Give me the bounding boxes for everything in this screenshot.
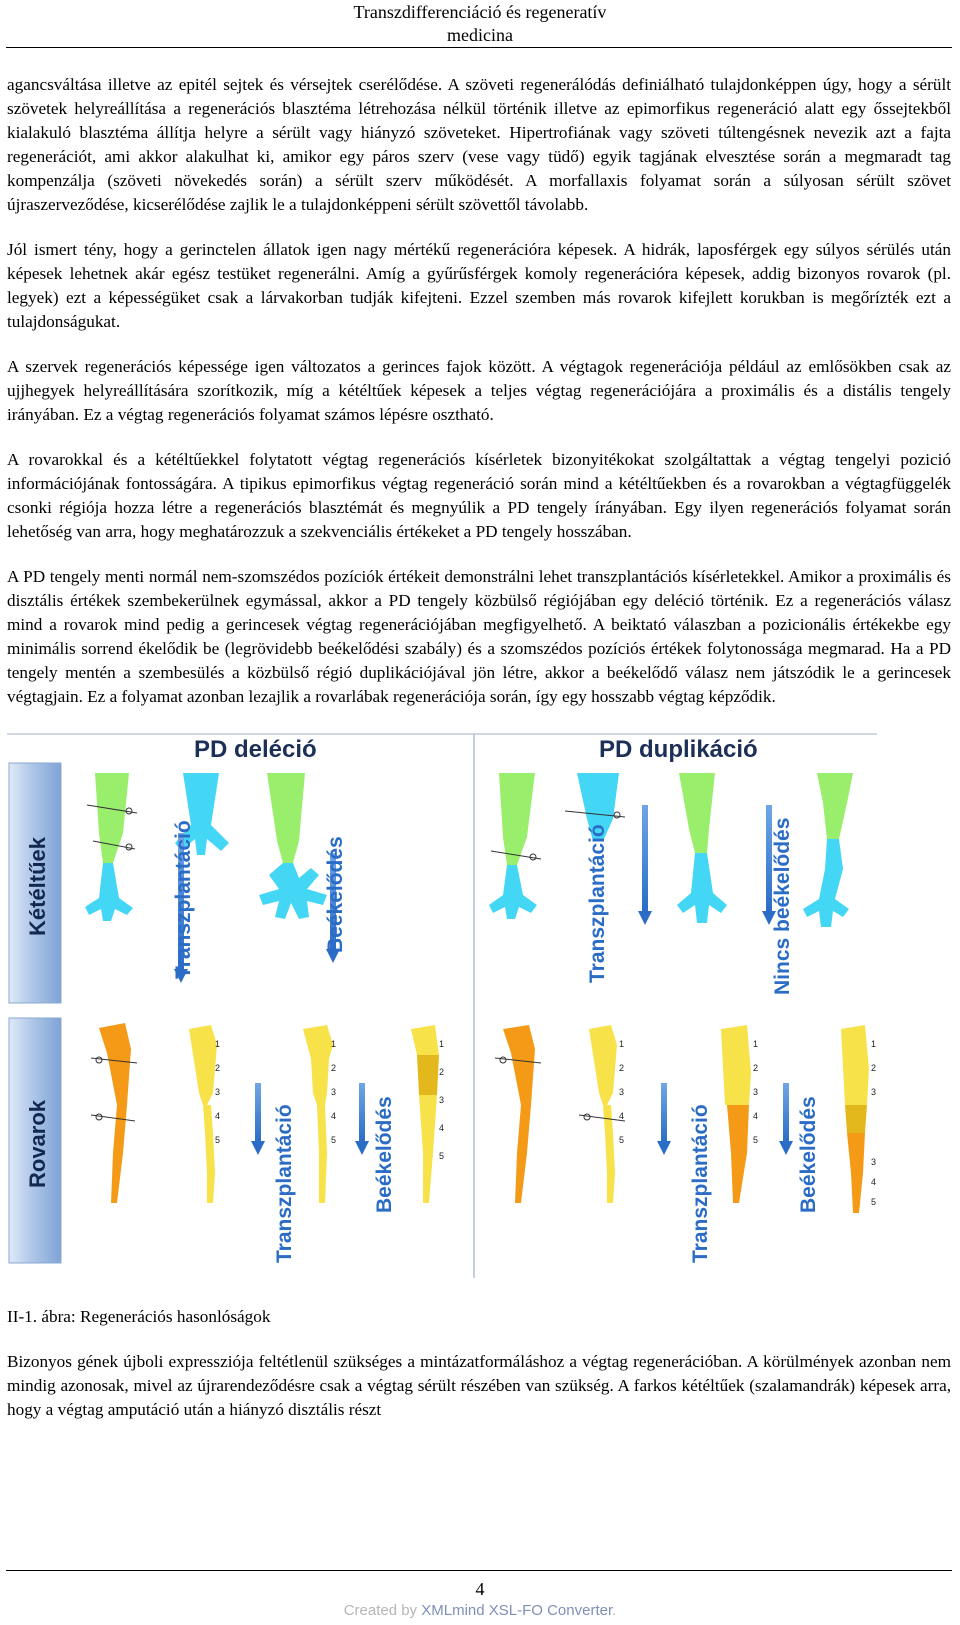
insect-leg-duplication-final <box>841 1025 876 1213</box>
segment-number: 4 <box>215 1111 221 1121</box>
segment-number: 4 <box>331 1111 337 1121</box>
label-transplant-insect-right: Transzplantáció <box>689 1104 712 1263</box>
segment-number: 1 <box>439 1039 445 1049</box>
transplant-arrow-left <box>172 820 195 983</box>
header-title-line-2: medicina <box>447 25 513 45</box>
regeneration-figure <box>7 733 907 1283</box>
amphibian-limb-deletion-donor <box>85 773 137 921</box>
no-intercalation-arrow <box>762 805 794 995</box>
label-no-intercalation: Nincs beékelődés <box>771 817 794 995</box>
insect-leg-duplication-middle <box>579 1025 625 1203</box>
amphibian-limb-deletion-result <box>259 773 327 919</box>
intercalation-arrow-left <box>324 836 347 963</box>
row-label-insects: Rovarok <box>25 1099 50 1188</box>
segment-number: 5 <box>215 1135 221 1145</box>
label-transplant-amphibian-right: Transzplantáció <box>586 824 609 983</box>
footer-rule <box>6 1570 952 1571</box>
paragraph-1: agancsváltása illetve az epitél sejtek és vérsejtek cserélődése. A szöveti regenerálódás definiálható tulajdonképpen úgy, hogy a sérült szövetek helyreállítása a regenerációs blasztéma létrehozása nélkül történik illetve az epimorfikus regeneráció alatt egy őssejtekből kialakuló blasztéma állítja helyre a sérült vagy hiányzó szöveteket. Hipertrofiának vagy szöveti túltengésnek nevezik azt a fajta regenerációt, ami akkor alakulhat ki, amikor egy páros szerv (vese vagy tüdő) egyik tagjának elvesztése során a megmaradt tag kompenzálja (szöveti növekedés során) a sérült szerv működését. A morfallaxis folyamat során a súlyosan sérült szövet újraszerveződése, kicserélődése zajlik le a tulajdonképpeni sérült szövettől távolabb. <box>7 75 951 214</box>
segment-number: 2 <box>215 1063 221 1073</box>
label-intercalation-amphibian-left: Beékelődés <box>324 836 347 953</box>
transplant-arrow-right <box>586 805 652 983</box>
segment-number: 1 <box>753 1039 759 1049</box>
segment-number: 1 <box>619 1039 625 1049</box>
paragraph-2: Jól ismert tény, hogy a gerinctelen állatok igen nagy mértékű regenerációra képesek. A hidrák, laposférgek egy súlyos sérülés után képesek lehetnek akár egész testüket regenerálni. Amíg a gyűrűsférgek komoly regenerációra képesek, addig bizonyos rovarok (pl. legyek) ezt a képességüket csak a lárvakorban tudják kifejteni. Ezzel szemben más rovarok kifejlett korukban is megőrízték ezt a tulajdonságukat. <box>7 240 951 331</box>
segment-number: 4 <box>619 1111 625 1121</box>
amphibian-limb-duplication-final <box>803 773 853 927</box>
insect-leg-deletion-middle <box>189 1025 220 1203</box>
insect-leg-deletion-result <box>303 1025 336 1203</box>
segment-number: 2 <box>331 1063 337 1073</box>
paragraph-5: A PD tengely menti normál nem-szomszédos pozíciók értékeit demonstrálni lehet transzplantációs kísérletekkel. Amikor a proximális és disztális értékek szembekerülnek egymással, akkor a PD tengely közbülső régiójában egy deléció történik. Ez a regenerációs válasz mind a rovarok mind pedig a gerincesek végtag regenerációjában megfigyelhető. A beiktató válaszban a pozicionális értékekbe egy minimális sorrend ékelődik be (legrövidebb beékelődési szabály) és a szomszédos pozíciós értékek folytonossága megmarad. Ha a PD tengely mentén a szembesülés a közbülső régió duplikációjával jön létre, akkor a beékelődő válasz nem játszódik le a gerincesek végtagjain. Ez a folyamat azonban lezajlik a rovarlábak regenerációja során, így egy hosszabb végtag képződik. <box>7 567 951 706</box>
header-rule <box>6 47 952 48</box>
label-transplant-insect-left: Transzplantáció <box>273 1104 296 1263</box>
segment-number: 2 <box>871 1063 877 1073</box>
transplant-arrow-insect-right <box>657 1083 712 1263</box>
segment-number: 5 <box>871 1197 877 1207</box>
intercalation-arrow-insect-left <box>355 1083 396 1213</box>
figure-illustration <box>7 733 907 1283</box>
segment-number: 5 <box>753 1135 759 1145</box>
figure-caption: II-1. ábra: Regenerációs hasonlóságok <box>7 1307 271 1326</box>
page-number: 4 <box>475 1579 485 1599</box>
segment-number: 1 <box>215 1039 221 1049</box>
paragraph-3: A szervek regenerációs képessége igen változatos a gerinces fajok között. A végtagok regenerációja például az emlősökben csak az ujjhegyek helyreállítására szorítkozik, míg a kétéltűek képesek a teljes végtag regenerációjára a proximális és a distális tengely irányában. Ez a végtag regenerációs folyamat számos lépésre osztható. <box>7 357 951 424</box>
segment-number: 5 <box>439 1151 445 1161</box>
insect-leg-deletion-donor <box>91 1023 137 1203</box>
amphibian-limb-duplication-result <box>677 773 727 923</box>
segment-number: 4 <box>753 1111 759 1121</box>
credit-prefix: Created by <box>343 1602 422 1619</box>
panel-left-title: PD deléció <box>194 736 317 763</box>
label-intercalation-insect-left: Beékelődés <box>373 1096 396 1213</box>
segment-number: 4 <box>871 1177 877 1187</box>
segment-number: 3 <box>439 1095 445 1105</box>
transplant-arrow-insect-left <box>251 1083 296 1263</box>
segment-number: 4 <box>439 1123 445 1133</box>
segment-number: 3 <box>331 1087 337 1097</box>
segment-number: 2 <box>619 1063 625 1073</box>
document-body <box>7 73 951 1443</box>
amphibian-limb-duplication-donor <box>489 773 541 919</box>
segment-number: 3 <box>871 1087 877 1097</box>
segment-number: 2 <box>439 1067 445 1077</box>
segment-number: 5 <box>331 1135 337 1145</box>
insect-leg-duplication-result <box>721 1025 758 1203</box>
credit-suffix: . <box>612 1602 617 1619</box>
intercalation-arrow-insect-right <box>779 1083 820 1213</box>
page-header <box>0 0 960 50</box>
segment-number: 3 <box>871 1157 877 1167</box>
credit-link[interactable]: XMLmind XSL-FO Converter <box>421 1602 613 1619</box>
insect-leg-deletion-final <box>411 1025 444 1203</box>
segment-number: 1 <box>871 1039 877 1049</box>
panel-right-title: PD duplikáció <box>599 736 758 763</box>
closing-paragraph: Bizonyos gének újboli expressziója feltétlenül szükséges a mintázatformáláshoz a végtag regenerációban. A körülmények azonban nem mindig azonosak, mivel az újrarendeződésre csak a végtag sérült részében van szükség. A farkos kétéltűek (szalamandrák) képesek arra, hogy a végtag amputáció után a hiányzó disztális részt <box>7 1352 951 1419</box>
footer-credit <box>0 1601 960 1621</box>
segment-number: 1 <box>331 1039 337 1049</box>
label-transplant-amphibian-left: Transzplantáció <box>172 820 195 979</box>
paragraph-4: A rovarokkal és a kétéltűekkel folytatott végtag regenerációs kísérletek bizonyitékokat szolgáltattak a végtag tengelyi pozició információjának fontosságára. A tipikus epimorfikus végtag regeneráció során mind a kétéltűekben és a rovarokban a végtagfüggelék csonki régiója hozza létre a regenerációs blasztémát és megnyúlik a PD tengely írányában. Egy ilyen regenerációs folyamat során lehetőség van arra, hogy meghatározzuk a szekvenciális értékeket a PD tengely hosszában. <box>7 450 951 541</box>
segment-number: 3 <box>753 1087 759 1097</box>
row-label-amphibians: Kétéltűek <box>25 836 50 936</box>
segment-number: 3 <box>215 1087 221 1097</box>
insect-leg-duplication-donor <box>495 1025 541 1203</box>
segment-number: 3 <box>619 1087 625 1097</box>
label-intercalation-insect-right: Beékelődés <box>797 1096 820 1213</box>
segment-number: 2 <box>753 1063 759 1073</box>
segment-number: 5 <box>619 1135 625 1145</box>
header-title-line-1: Transzdifferenciáció és regeneratív <box>353 2 607 22</box>
